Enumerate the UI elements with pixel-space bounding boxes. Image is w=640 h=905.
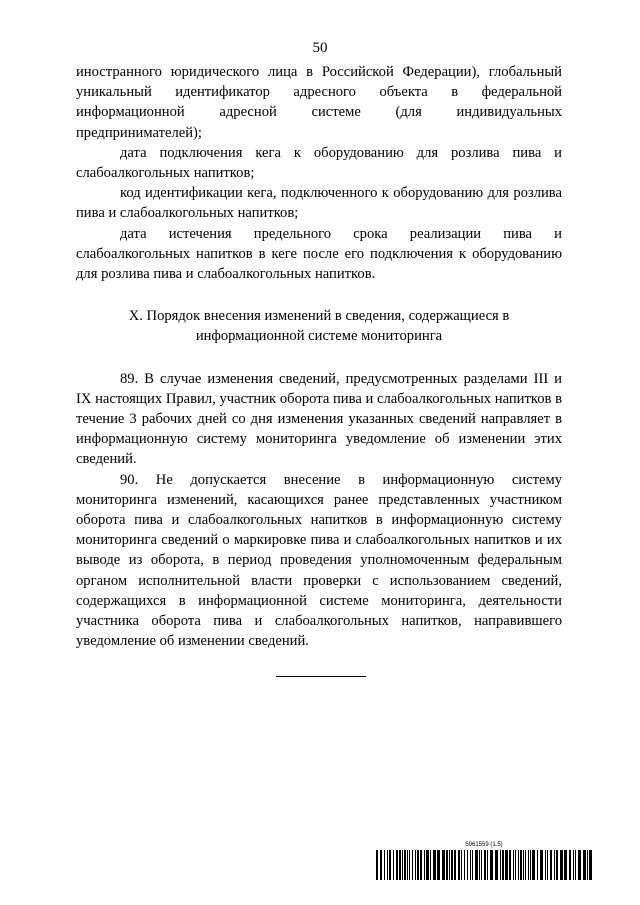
barcode-bar	[420, 850, 422, 880]
barcode-bar	[412, 850, 413, 880]
barcode-bar	[384, 850, 385, 880]
paragraph: 90. Не допускается внесение в информационную систему мониторинга изменений, касающихся ранее представленных участником оборота пива и слабоалкогольных напитков в информационную систему мониторинга сведений о маркировке пива и слабоалкогольных напитков и их выводе из оборота, в период проведения уполномоченным федеральным органом исполнительной власти проверки с использованием сведений, содержащихся в информационной системе мониторинга, деятельности участника оборота пива и слабоалкогольных напитков, направившего уведомление об изменении сведений.	[76, 471, 562, 650]
barcode-bar	[404, 850, 406, 880]
barcode-bar	[451, 850, 453, 880]
barcode-bar	[578, 850, 581, 880]
barcode-bar	[442, 850, 445, 880]
barcode-bar	[393, 850, 394, 880]
barcode-bar	[487, 850, 488, 880]
barcode-bar	[415, 850, 416, 880]
barcode-bar	[396, 850, 398, 880]
barcode-bar	[502, 850, 504, 880]
barcode-bar	[479, 850, 480, 880]
barcode-bar	[575, 850, 576, 880]
barcode-bar	[500, 850, 501, 880]
closing-divider-line	[276, 676, 366, 677]
barcode-bar	[564, 850, 567, 880]
barcode-bar	[470, 850, 471, 880]
barcode-block	[376, 841, 592, 880]
paragraph: дата истечения предельного срока реализации пива и слабоалкогольных напитков в кеге после его подключения к оборудованию для розлива пива и слабоалкогольных напитков.	[76, 225, 562, 283]
barcode-bar	[513, 850, 514, 880]
paragraph: дата подключения кега к оборудованию для розлива пива и слабоалкогольных напитков;	[76, 144, 562, 182]
barcode-bar	[424, 850, 425, 880]
barcode-bar	[505, 850, 508, 880]
barcode-bar	[587, 850, 588, 880]
paragraph-group-bottom	[76, 369, 562, 652]
barcode-bar	[532, 850, 535, 880]
section-heading-line-1: X. Порядок внесения изменений в сведения, содержащиеся в	[128, 308, 510, 325]
paragraph: 89. В случае изменения сведений, предусмотренных разделами III и IX настоящих Правил, участник оборота пива и слабоалкогольных напитков в течение 3 рабочих дней со дня изменения указанных сведений направляет в информационную систему мониторинга уведомление об изменении этих сведений.	[76, 370, 562, 468]
barcode-bar	[461, 850, 462, 880]
barcode-bar	[389, 850, 391, 880]
barcode-bar	[402, 850, 403, 880]
barcode-bar	[446, 850, 448, 880]
barcode-bar	[528, 850, 529, 880]
barcode-bar	[449, 850, 450, 880]
barcode-bar	[433, 850, 436, 880]
barcode-bar	[537, 850, 538, 880]
paragraph-group-top	[76, 62, 562, 284]
barcode-bar	[569, 850, 571, 880]
barcode-bar	[530, 850, 531, 880]
barcode-bar	[550, 850, 552, 880]
barcode-bar	[490, 850, 493, 880]
barcode-bar	[481, 850, 482, 880]
barcode-bar	[475, 850, 478, 880]
barcode-bar	[464, 850, 465, 880]
barcode-code-text: 5961559 (1.5)	[465, 842, 503, 848]
barcode-bar	[387, 850, 388, 880]
barcode-bar	[458, 850, 460, 880]
barcode-bar	[430, 850, 431, 880]
barcode-image	[376, 850, 592, 880]
barcode-bar	[518, 850, 519, 880]
barcode-bar	[523, 850, 524, 880]
barcode-bar	[409, 850, 410, 880]
barcode-bar	[407, 850, 408, 880]
barcode-bar	[376, 850, 378, 880]
barcode-bar	[573, 850, 574, 880]
barcode-bar	[437, 850, 440, 880]
page-number: 50	[312, 40, 328, 56]
barcode-bar	[525, 850, 526, 880]
barcode-bar	[426, 850, 429, 880]
barcode-bar	[556, 850, 558, 880]
barcode-bar	[467, 850, 468, 880]
barcode-bar	[380, 850, 382, 880]
section-heading-line-2: информационной системе мониторинга	[195, 328, 443, 345]
barcode-bar	[515, 850, 516, 880]
paragraph: код идентификации кега, подключенного к оборудованию для розлива пива и слабоалкогольных напитков;	[76, 185, 562, 222]
barcode-bar	[399, 850, 401, 880]
barcode-bar	[560, 850, 563, 880]
barcode-bar	[454, 850, 456, 880]
barcode-bar	[589, 850, 592, 880]
barcode-bar	[547, 850, 548, 880]
document-body	[76, 62, 562, 651]
barcode-bar	[472, 850, 473, 880]
barcode-bar	[417, 850, 419, 880]
barcode-bar	[540, 850, 543, 880]
section-heading	[76, 306, 562, 346]
barcode-bar	[554, 850, 555, 880]
barcode-bar	[495, 850, 498, 880]
barcode-bar	[509, 850, 511, 880]
barcode-bar	[545, 850, 546, 880]
barcode-bar	[583, 850, 586, 880]
paragraph: иностранного юридического лица в Российской Федерации), глобальный уникальный идентификатор адресного объекта в федеральной информационной адресной системе (для индивидуальных предпринимателей);	[76, 64, 562, 141]
barcode-bar	[484, 850, 486, 880]
barcode-bar	[520, 850, 522, 880]
